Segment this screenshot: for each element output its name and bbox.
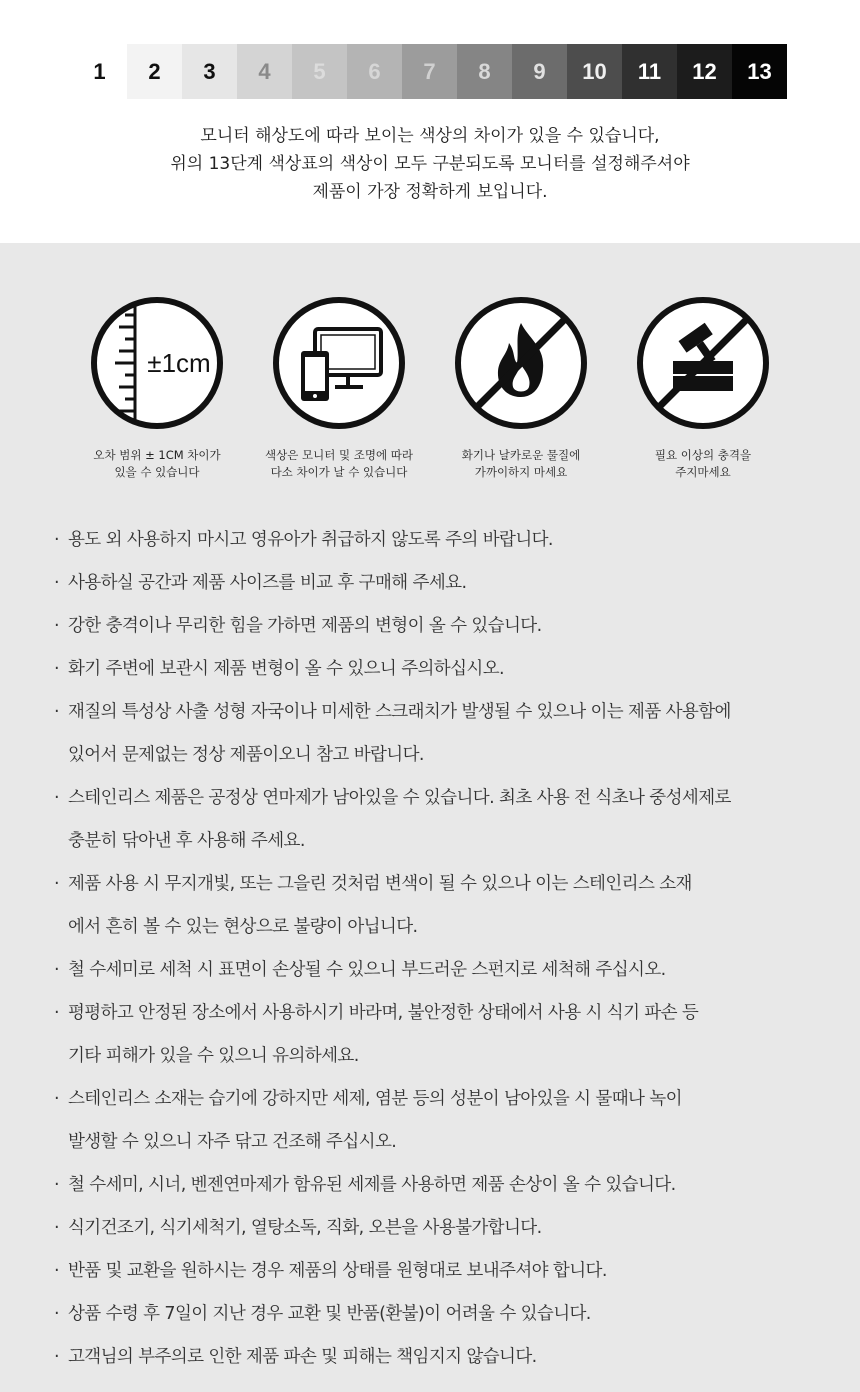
grayscale-chart [72, 44, 787, 99]
caution-text: 용도 외 사용하지 마시고 영유아가 취급하지 않도록 주의 바랍니다. [68, 530, 553, 550]
scale-cell: 3 [182, 44, 237, 99]
caption [249, 447, 429, 481]
caution-text: 강한 충격이나 무리한 힘을 가하면 제품의 변형이 올 수 있습니다. [68, 616, 542, 636]
scale-cell: 4 [237, 44, 292, 99]
caution-text: 제품 사용 시 무지개빛, 또는 그을린 것처럼 변색이 될 수 있으나 이는 스테인리스 소재 [68, 874, 692, 894]
caution-list-item [54, 949, 824, 992]
caution-list-item [54, 1336, 824, 1379]
no-impact-icon [635, 295, 771, 431]
monitor-note-line: 위의 13단계 색상표의 색상이 모두 구분되도록 모니터를 설정해주셔야 [170, 154, 690, 174]
caution-text: 식기건조기, 식기세척기, 열탕소독, 직화, 오븐을 사용불가합니다. [68, 1218, 542, 1238]
scale-cell: 6 [347, 44, 402, 99]
caption-line: 색상은 모니터 및 조명에 따라 [265, 448, 413, 462]
caption [431, 447, 611, 481]
caution-list-item [54, 648, 824, 691]
scale-cell: 9 [512, 44, 567, 99]
caution-list-item [54, 777, 824, 863]
caution-text: 스테인리스 소재는 습기에 강하지만 세제, 염분 등의 성분이 남아있을 시 물때나 녹이 [68, 1089, 682, 1109]
caution-icons [0, 295, 860, 495]
caution-list-item [54, 1078, 824, 1164]
scale-cell: 8 [457, 44, 512, 99]
caption-line: 다소 차이가 날 수 있습니다 [270, 465, 408, 479]
caution-item-fire [431, 295, 611, 481]
caption-line: 오차 범위 ± 1CM 차이가 [93, 448, 221, 462]
caution-text-continued: 발생할 수 있으니 자주 닦고 건조해 주십시오. [68, 1132, 397, 1152]
caution-text: 화기 주변에 보관시 제품 변형이 올 수 있으니 주의하십시오. [68, 659, 504, 679]
color-calibration-section [0, 0, 860, 243]
caution-list [54, 519, 824, 1379]
scale-cell: 1 [72, 44, 127, 99]
monitor-note-line: 모니터 해상도에 따라 보이는 색상의 차이가 있을 수 있습니다, [200, 126, 660, 146]
caption-line: 있을 수 있습니다 [114, 465, 200, 479]
caution-text: 사용하실 공간과 제품 사이즈를 비교 후 구매해 주세요. [68, 573, 467, 593]
caution-item-color [249, 295, 429, 481]
caution-list-item [54, 863, 824, 949]
caption [613, 447, 793, 481]
caution-list-item [54, 1164, 824, 1207]
caution-list-item [54, 691, 824, 777]
caution-text: 반품 및 교환을 원하시는 경우 제품의 상태를 원형대로 보내주셔야 합니다. [68, 1261, 607, 1281]
monitor-note [0, 122, 860, 206]
caution-text: 상품 수령 후 7일이 지난 경우 교환 및 반품(환불)이 어려울 수 있습니다. [68, 1304, 591, 1324]
caution-text: 재질의 특성상 사출 성형 자국이나 미세한 스크래치가 발생될 수 있으나 이는 제품 사용함에 [68, 702, 731, 722]
caution-section [0, 243, 860, 1392]
caution-item-impact [613, 295, 793, 481]
caution-list-item [54, 992, 824, 1078]
caution-text: 철 수세미로 세척 시 표면이 손상될 수 있으니 부드러운 스펀지로 세척해 주십시오. [68, 960, 666, 980]
scale-cell: 12 [677, 44, 732, 99]
caption [67, 447, 247, 481]
caption-line: 필요 이상의 충격을 [654, 448, 752, 462]
caution-text: 고객님의 부주의로 인한 제품 파손 및 피해는 책임지지 않습니다. [68, 1347, 537, 1367]
caution-list-item [54, 519, 824, 562]
caution-text-continued: 충분히 닦아낸 후 사용해 주세요. [68, 831, 305, 851]
caution-list-item [54, 1250, 824, 1293]
scale-cell: 2 [127, 44, 182, 99]
monitor-phone-icon [271, 295, 407, 431]
monitor-note-line: 제품이 가장 정확하게 보입니다. [312, 182, 548, 202]
scale-cell: 13 [732, 44, 787, 99]
caution-list-item [54, 1207, 824, 1250]
caution-text-continued: 기타 피해가 있을 수 있으니 유의하세요. [68, 1046, 359, 1066]
caption-line: 화기나 날카로운 물질에 [461, 448, 581, 462]
ruler-icon [89, 295, 225, 431]
caution-list-item [54, 562, 824, 605]
scale-cell: 11 [622, 44, 677, 99]
caution-text: 철 수세미, 시너, 벤젠연마제가 함유된 세제를 사용하면 제품 손상이 올 수 있습니다. [68, 1175, 676, 1195]
caution-list-item [54, 605, 824, 648]
caution-item-tolerance [67, 295, 247, 481]
no-fire-icon [453, 295, 589, 431]
caution-text-continued: 있어서 문제없는 정상 제품이오니 참고 바랍니다. [68, 745, 424, 765]
caution-list-item [54, 1293, 824, 1336]
caution-text: 스테인리스 제품은 공정상 연마제가 남아있을 수 있습니다. 최초 사용 전 식초나 중성세제로 [68, 788, 731, 808]
caution-text: 평평하고 안정된 장소에서 사용하시기 바라며, 불안정한 상태에서 사용 시 식기 파손 등 [68, 1003, 699, 1023]
caption-line: 가까이하지 마세요 [474, 465, 568, 479]
scale-cell: 7 [402, 44, 457, 99]
caption-line: 주지마세요 [675, 465, 731, 479]
scale-cell: 5 [292, 44, 347, 99]
tolerance-label: ±1cm [147, 348, 211, 378]
scale-cell: 10 [567, 44, 622, 99]
caution-text-continued: 에서 흔히 볼 수 있는 현상으로 불량이 아닙니다. [68, 917, 418, 937]
